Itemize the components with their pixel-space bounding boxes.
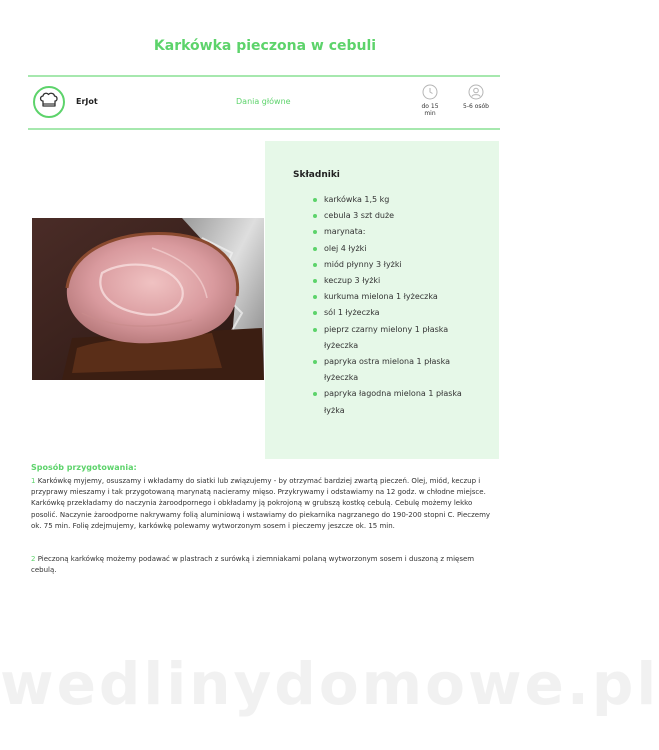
ingredient-item: cebula 3 szt duże <box>313 208 481 224</box>
prep-time <box>414 84 446 117</box>
servings <box>456 84 496 110</box>
ingredient-item: papryka łagodna mielona 1 płaska łyżka <box>313 386 481 418</box>
chef-hat-icon <box>33 86 65 118</box>
ingredient-item: keczup 3 łyżki <box>313 273 481 289</box>
ingredient-item: miód płynny 3 łyżki <box>313 257 481 273</box>
method-step <box>31 554 499 576</box>
ingredient-item: papryka ostra mielona 1 płaska łyżeczka <box>313 354 481 386</box>
method-heading: Sposób przygotowania: <box>31 463 137 472</box>
step-number: 2 <box>31 555 36 563</box>
category-link[interactable]: Dania główne <box>236 97 291 106</box>
ingredients-heading: Składniki <box>293 170 340 180</box>
recipe-photo <box>32 218 264 380</box>
method-step <box>31 476 499 532</box>
ingredient-item: karkówka 1,5 kg <box>313 192 481 208</box>
recipe-title: Karkówka pieczona w cebuli <box>153 38 377 54</box>
header-top-divider <box>28 75 500 77</box>
prep-time-unit: min <box>424 110 436 117</box>
step-number: 1 <box>31 477 36 485</box>
watermark: wedlinydomowe.pl <box>0 650 659 718</box>
clock-icon <box>422 84 438 100</box>
servings-value: 5-6 osób <box>463 103 489 110</box>
ingredient-item: olej 4 łyżki <box>313 241 481 257</box>
prep-time-value: do 15 <box>421 103 439 110</box>
header-bottom-divider <box>28 128 500 130</box>
author-name[interactable]: ErJot <box>76 97 98 106</box>
ingredient-item: kurkuma mielona 1 łyżeczka <box>313 289 481 305</box>
ingredient-item: marynata: <box>313 224 481 240</box>
ingredient-item: pieprz czarny mielony 1 płaska łyżeczka <box>313 322 481 354</box>
step-text: Karkówkę myjemy, osuszamy i wkładamy do siatki lub związujemy - by otrzymać bardziej zwartą pieczeń. Olej, miód, keczup i przyprawy mieszamy i tak przygotowaną marynatą nacieramy mięso. Przykrywamy i odstawiamy na 12 godz. w chłodne miejsce. Karkówkę przekładamy do naczynia żaroodpornego i obkładamy ją pokrojoną w grubszą kostkę cebulą. Cebulę możemy lekko posolić. Naczynie żaroodporne nakrywamy folią aluminiową i wstawiamy do piekarnika nagrzanego do 190-200 stopni C. Pieczemy ok. 75 min. Folię zdejmujemy, karkówkę polewamy wytworzonym sosem i pieczemy jeszcze ok. 15 min. <box>31 477 491 530</box>
ingredients-list <box>313 192 481 419</box>
step-text: Pieczoną karkówkę możemy podawać w plastrach z surówką i ziemniakami polaną wytworzonym sosem i duszoną z mięsem cebulą. <box>31 555 475 575</box>
user-icon <box>468 84 484 100</box>
ingredients-panel <box>265 141 499 459</box>
ingredient-item: sól 1 łyżeczka <box>313 305 481 321</box>
